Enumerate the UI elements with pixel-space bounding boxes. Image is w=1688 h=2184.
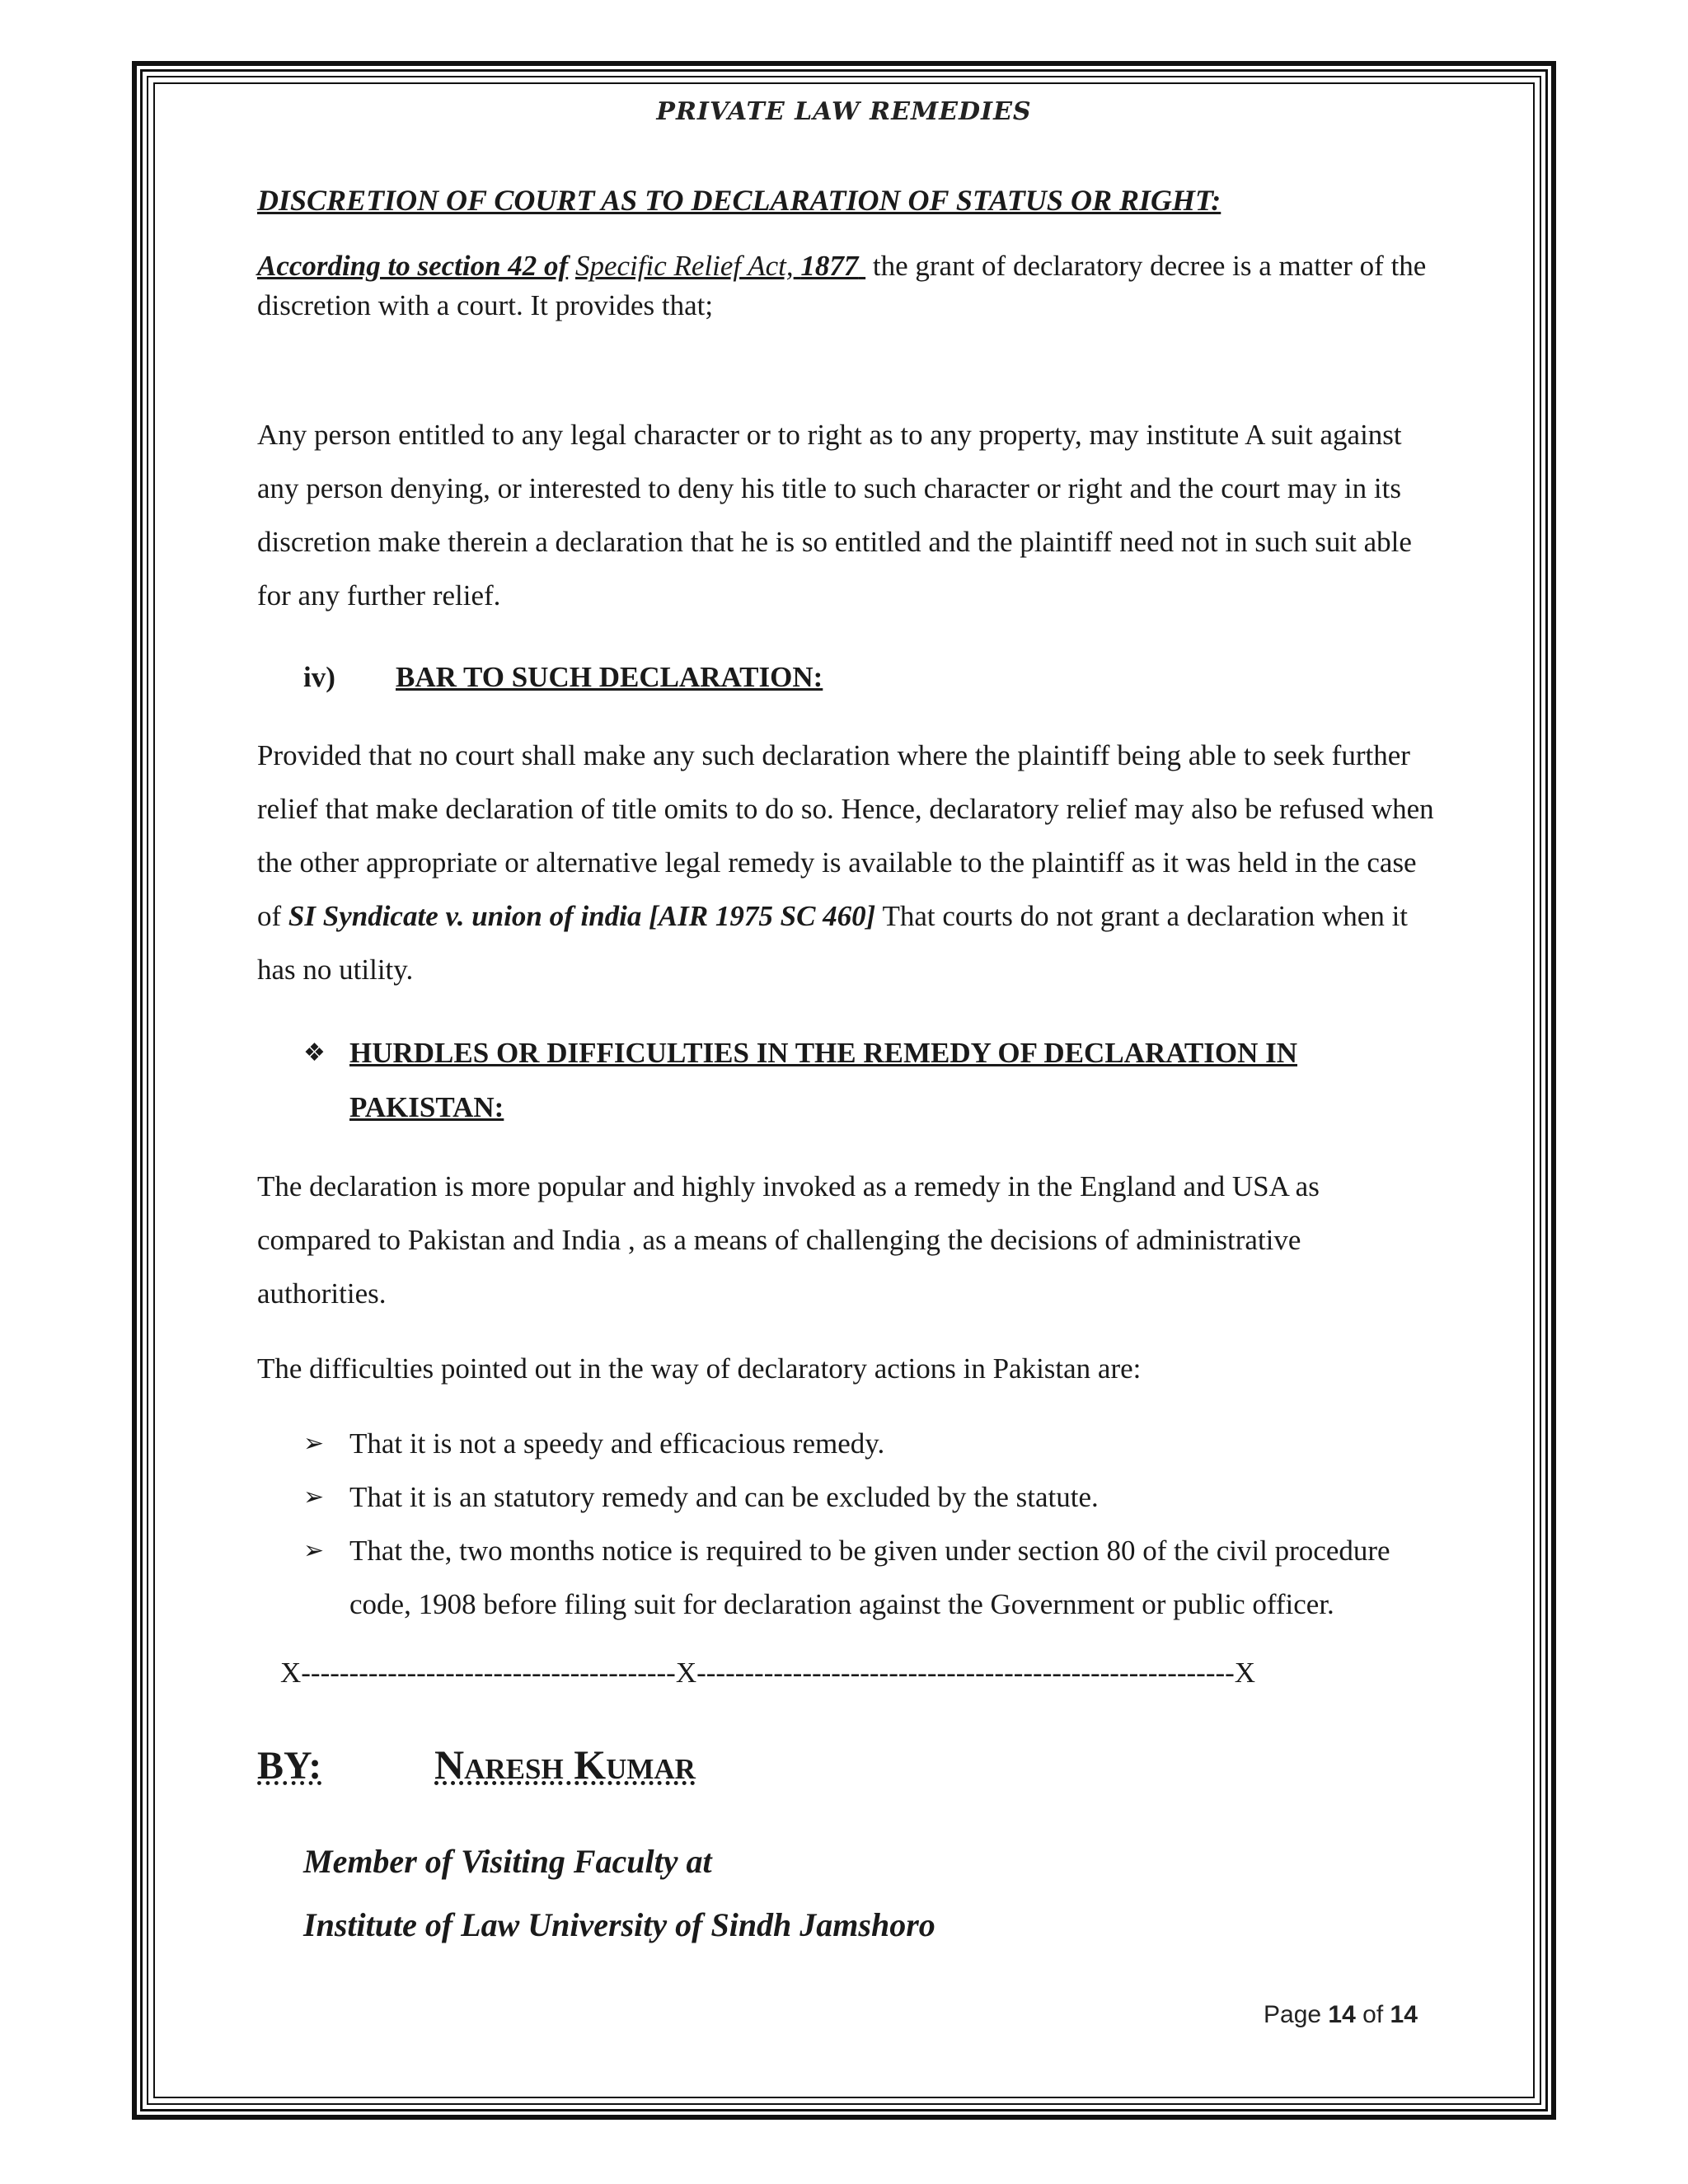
act-reference <box>575 250 865 282</box>
list-item-text: That the, two months notice is required to be given under section 80 of the civil procedure code, 1908 before filing suit for declaration against the Government or public officer. <box>349 1534 1390 1620</box>
intro-lead: According to section 42 of <box>257 249 569 282</box>
author-affiliation <box>303 1830 1436 1957</box>
running-header: PRIVATE LAW REMEDIES <box>656 97 1032 126</box>
separator-line: X---------------------------------------X--------------------------------------------------------X <box>280 1656 1256 1689</box>
list-item <box>257 1417 1436 1470</box>
byline-label: BY: <box>257 1743 322 1788</box>
affiliation-line-1: Member of Visiting Faculty at <box>303 1842 712 1880</box>
section-heading: DISCRETION OF COURT AS TO DECLARATION OF STATUS OR RIGHT: <box>257 184 1221 217</box>
hurdles-heading <box>257 1026 1436 1135</box>
difficulties-intro: The difficulties pointed out in the way of declaratory actions in Pakistan are: <box>257 1352 1142 1385</box>
declaration-paragraph: The declaration is more popular and highly invoked as a remedy in the England and USA as compared to Pakistan and India , as a means of challenging the decisions of administrative authorities. <box>257 1169 1320 1310</box>
section-42-text: Any person entitled to any legal character or to right as to any property, may institute A suit against any person denying, or interested to deny his title to such character or right and the court may in its discretion make therein a declaration that he is so entitled and the plaintiff need not in such suit able for any further relief. <box>257 418 1412 612</box>
act-name: Specific Relief Act, <box>574 249 794 282</box>
author-byline <box>257 1741 1436 1788</box>
case-citation: SI Syndicate v. union of india [AIR 1975 SC 460] <box>288 899 876 932</box>
intro-rest: the grant of declaratory decree is a matter of the discretion with a court. It provides that; <box>257 249 1427 321</box>
page-number <box>1264 2001 1418 2029</box>
proviso-text: Provided that no court shall make any such declaration where the plaintiff being able to seek further relief that make declaration of title omits to do so. Hence, declaratory relief may also be refused when the other appropriate or alternative legal remedy is available to the plaintiff as it was held in the case of <box>257 738 1434 932</box>
arrow-bullet-icon: ➢ <box>303 1482 325 1511</box>
author-name: Naresh Kumar <box>434 1741 696 1788</box>
list-item <box>257 1524 1436 1631</box>
current-page: 14 <box>1328 2001 1356 2028</box>
proviso-conclusion: That courts do not grant a declaration when it has no utility. <box>257 899 1409 986</box>
intro-paragraph <box>257 246 1436 326</box>
difficulties-list <box>257 1417 1436 1631</box>
affiliation-line-2: Institute of Law University of Sindh Jamshoro <box>303 1905 935 1943</box>
subheading-bar <box>257 650 1436 704</box>
of-word: of <box>1362 2001 1384 2028</box>
act-year: 1877 <box>800 249 859 282</box>
list-item <box>257 1470 1436 1524</box>
list-item-text: That it is an statutory remedy and can be excluded by the statute. <box>349 1480 1099 1513</box>
proviso-paragraph <box>257 729 1436 996</box>
hurdles-title: HURDLES OR DIFFICULTIES IN THE REMEDY OF DECLARATION IN PAKISTAN: <box>349 1036 1298 1123</box>
arrow-bullet-icon: ➢ <box>303 1428 325 1458</box>
diamond-bullet-icon: ❖ <box>303 1038 326 1067</box>
page-word: Page <box>1264 2001 1322 2028</box>
subheading-title: BAR TO SUCH DECLARATION: <box>396 660 823 693</box>
arrow-bullet-icon: ➢ <box>303 1535 325 1565</box>
total-pages: 14 <box>1390 2001 1418 2028</box>
subheading-number: iv) <box>303 660 335 693</box>
page-content <box>257 181 1436 1957</box>
list-item-text: That it is not a speedy and efficacious remedy. <box>349 1427 885 1460</box>
